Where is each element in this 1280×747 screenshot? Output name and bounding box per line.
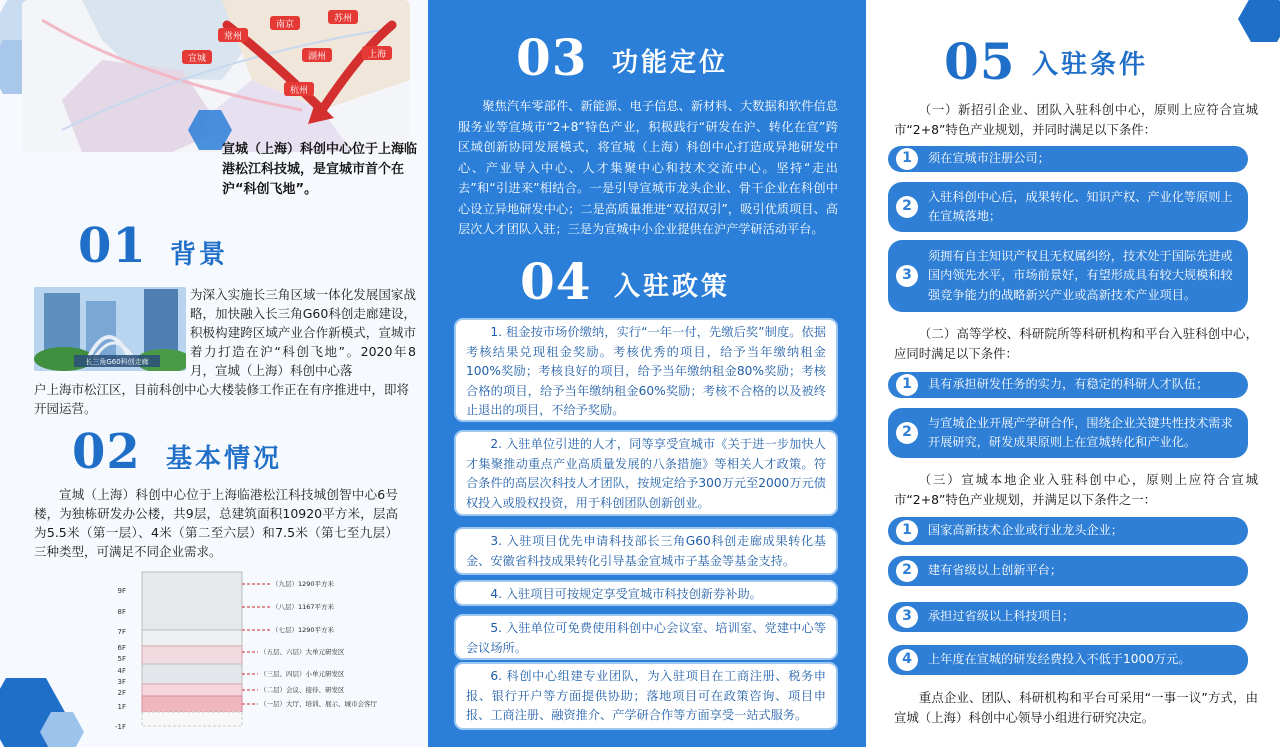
map-label: 常州 bbox=[223, 32, 243, 42]
condition-text: 入驻科创中心后，成果转化、知识产权、产业化等原则上在宣城落地； bbox=[928, 189, 1233, 223]
floor-label: -1F bbox=[114, 723, 126, 731]
policy-item: 4. 入驻项目可按规定享受宣城市科技创新券补助。 bbox=[454, 580, 838, 606]
floor-label: 2F bbox=[117, 689, 126, 697]
policy-item: 2. 入驻单位引进的人才，同等享受宣城市《关于进一步加快人才集聚推动重点产业高质量发展的八条措施》等相关人才政策。符合条件的高层次科技人才团队，按规定给予300万元至2000万元债权投入或股权投资，用于科创团队创新创业。 bbox=[454, 430, 838, 516]
floor-label: 3F bbox=[117, 678, 126, 686]
building-photo-image bbox=[34, 287, 186, 371]
map-label: 宣城 bbox=[187, 54, 207, 64]
decor-hexagon bbox=[1238, 0, 1280, 42]
number-badge: 1 bbox=[896, 148, 918, 170]
floor-note: （二层）会议、接待、研发区 bbox=[260, 686, 345, 694]
policy-item: 6. 科创中心组建专业团队，为入驻项目在工商注册、税务申报、银行开户等方面提供协助；落地项目可在政策咨询、项目申报、工商注册、融资推介、产学研合作等方面享受一站式服务。 bbox=[454, 662, 838, 730]
number-badge: 2 bbox=[896, 560, 918, 582]
section-body: 聚焦汽车零部件、新能源、电子信息、新材料、大数据和软件信息服务业等宣城市“2+8”特色产业，积极践行“研发在沪、转化在宣”跨区域创新协同发展模式，将宣城（上海）科创中心打造成异地研发中心、产业导入中心、人才集聚中心和技术交流中心。坚持“走出去”和“引进来”相结合。一是引导宣城市龙头企业、骨干企业在科创中心设立异地研发中心；二是高质量推进“双招双引”，吸引优质项目、高层次人才团队入驻；三是为宣城中小企业提供在沪产学研活动平台。 bbox=[458, 99, 838, 236]
section-number: 04 bbox=[520, 252, 592, 311]
floor-note: （八层）1167平方米 bbox=[272, 603, 335, 611]
floor-diagram-svg bbox=[110, 570, 380, 742]
floor-note: （三层、四层）小单元研发区 bbox=[260, 670, 345, 678]
condition-item bbox=[888, 240, 1248, 312]
number-badge: 1 bbox=[896, 374, 918, 396]
condition-intro: （三）宣城本地企业入驻科创中心，原则上应符合宣城市“2+8”特色产业规划，并满足以下条件之一： bbox=[894, 472, 1258, 507]
floor-note: （七层）1290平方米 bbox=[272, 626, 335, 634]
map-label: 上海 bbox=[367, 50, 387, 60]
floor-label: 5F bbox=[117, 655, 126, 663]
floor-label: 7F bbox=[117, 628, 126, 636]
section-number: 01 bbox=[78, 218, 147, 274]
floor-label: 6F bbox=[117, 644, 126, 652]
number-badge: 2 bbox=[896, 196, 918, 218]
number-badge: 4 bbox=[896, 649, 918, 671]
section-title: 功能定位 bbox=[612, 48, 729, 78]
condition-item bbox=[888, 645, 1248, 675]
condition-text: 与宣城企业开展产学研合作，围绕企业关键共性技术需求开展研究，研发成果原则上在宣城转化和产业化。 bbox=[928, 415, 1233, 449]
floor-note: （一层）大厅、培训、展示、城市会客厅 bbox=[260, 700, 377, 708]
number-badge: 1 bbox=[896, 520, 918, 542]
intro-caption: 宣城（上海）科创中心位于上海临港松江科技城，是宣城市首个在沪“科创飞地”。 bbox=[222, 142, 418, 197]
map-label: 南京 bbox=[275, 20, 295, 30]
number-badge: 3 bbox=[896, 265, 918, 287]
policy-item: 3. 入驻项目优先申请科技部长三角G60科创走廊成果转化基金、安徽省科技成果转化引导基金宣城市子基金等基金支持。 bbox=[454, 527, 838, 575]
condition-footer: 重点企业、团队、科研机构和平台可采用“一事一议”方式，由宣城（上海）科创中心领导小组进行研究决定。 bbox=[894, 690, 1258, 725]
building-photo bbox=[34, 287, 186, 371]
floor-note: （五层、六层）大单元研发区 bbox=[260, 648, 345, 656]
condition-text: 国家高新技术企业或行业龙头企业； bbox=[928, 523, 1123, 538]
section-title: 背景 bbox=[170, 240, 229, 270]
section-number: 05 bbox=[944, 32, 1016, 91]
condition-text: 须在宣城市注册公司； bbox=[928, 151, 1050, 166]
right-panel bbox=[866, 0, 1280, 747]
section-body: 为深入实施长三角区域一体化发展国家战略，加快融入长三角G60科创走廊建设，积极构建跨区域产业合作新模式，宣城市着力打造在沪“科创飞地”。2020年8月，宣城（上海）科创中心落 bbox=[190, 287, 416, 378]
condition-text: 具有承担研发任务的实力，有稳定的科研人才队伍； bbox=[928, 377, 1209, 392]
middle-panel bbox=[428, 0, 866, 747]
floor-label: 4F bbox=[117, 667, 126, 675]
condition-intro: （一）新招引企业、团队入驻科创中心，原则上应符合宣城市“2+8”特色产业规划，并同时满足以下条件： bbox=[894, 102, 1258, 137]
condition-item bbox=[888, 517, 1248, 545]
section-number: 02 bbox=[72, 424, 141, 480]
photo-sign-text: 长三角G60科创走廊 bbox=[85, 358, 149, 366]
section-number: 03 bbox=[516, 28, 588, 87]
section-body: 户上海市松江区，目前科创中心大楼装修工作正在有序推进中，即将开园运营。 bbox=[34, 382, 410, 416]
left-panel bbox=[0, 0, 428, 747]
number-badge: 3 bbox=[896, 606, 918, 628]
section-body: 宣城（上海）科创中心位于上海临港松江科技城创智中心6号楼，为独栋研发办公楼，共9层，总建筑面积10920平方米，层高为5.5米（第一层）、4米（第二至六层）和7.5米（第七至九层）三种类型，可满足不同企业需求。 bbox=[34, 487, 398, 559]
condition-item bbox=[888, 602, 1248, 632]
condition-item bbox=[888, 182, 1248, 232]
number-badge: 2 bbox=[896, 422, 918, 444]
floor-label: 1F bbox=[117, 703, 126, 711]
condition-item bbox=[888, 146, 1248, 172]
map-label: 杭州 bbox=[289, 86, 309, 96]
floor-diagram bbox=[110, 570, 380, 742]
policy-item: 1. 租金按市场价缴纳，实行“一年一付，先缴后奖”制度。依据考核结果兑现租金奖励。考核优秀的项目，给予当年缴纳租金100%奖励；考核良好的项目，给予当年缴纳租金80%奖励；考核合格的项目，给予当年缴纳租金60%奖励；考核不合格的以及被终止退出的项目，不给予奖励。 bbox=[454, 318, 838, 422]
condition-text: 建有省级以上创新平台； bbox=[928, 563, 1063, 578]
condition-item bbox=[888, 556, 1248, 586]
floor-label: 8F bbox=[117, 608, 126, 616]
floor-note: （九层）1290平方米 bbox=[272, 580, 335, 588]
condition-intro: （二）高等学校、科研院所等科研机构和平台入驻科创中心，应同时满足以下条件： bbox=[894, 326, 1258, 361]
condition-item bbox=[888, 372, 1248, 398]
section-title: 入驻条件 bbox=[1032, 50, 1149, 80]
condition-item bbox=[888, 408, 1248, 458]
policy-item: 5. 入驻单位可免费使用科创中心会议室、培训室、党建中心等会议场所。 bbox=[454, 614, 838, 660]
map-label: 湖州 bbox=[307, 52, 327, 62]
condition-text: 承担过省级以上科技项目； bbox=[928, 609, 1075, 624]
condition-text: 须拥有自主知识产权且无权属纠纷，技术处于国际先进或国内领先水平，市场前景好，有望形成具有较大规模和较强竞争能力的战略新兴产业或高新技术产业项目。 bbox=[928, 248, 1233, 302]
floor-label: 9F bbox=[117, 587, 126, 595]
section-title: 基本情况 bbox=[166, 444, 283, 474]
map-label: 苏州 bbox=[333, 14, 353, 24]
condition-text: 上年度在宣城的研发经费投入不低于1000万元。 bbox=[928, 652, 1191, 667]
section-title: 入驻政策 bbox=[614, 272, 731, 302]
